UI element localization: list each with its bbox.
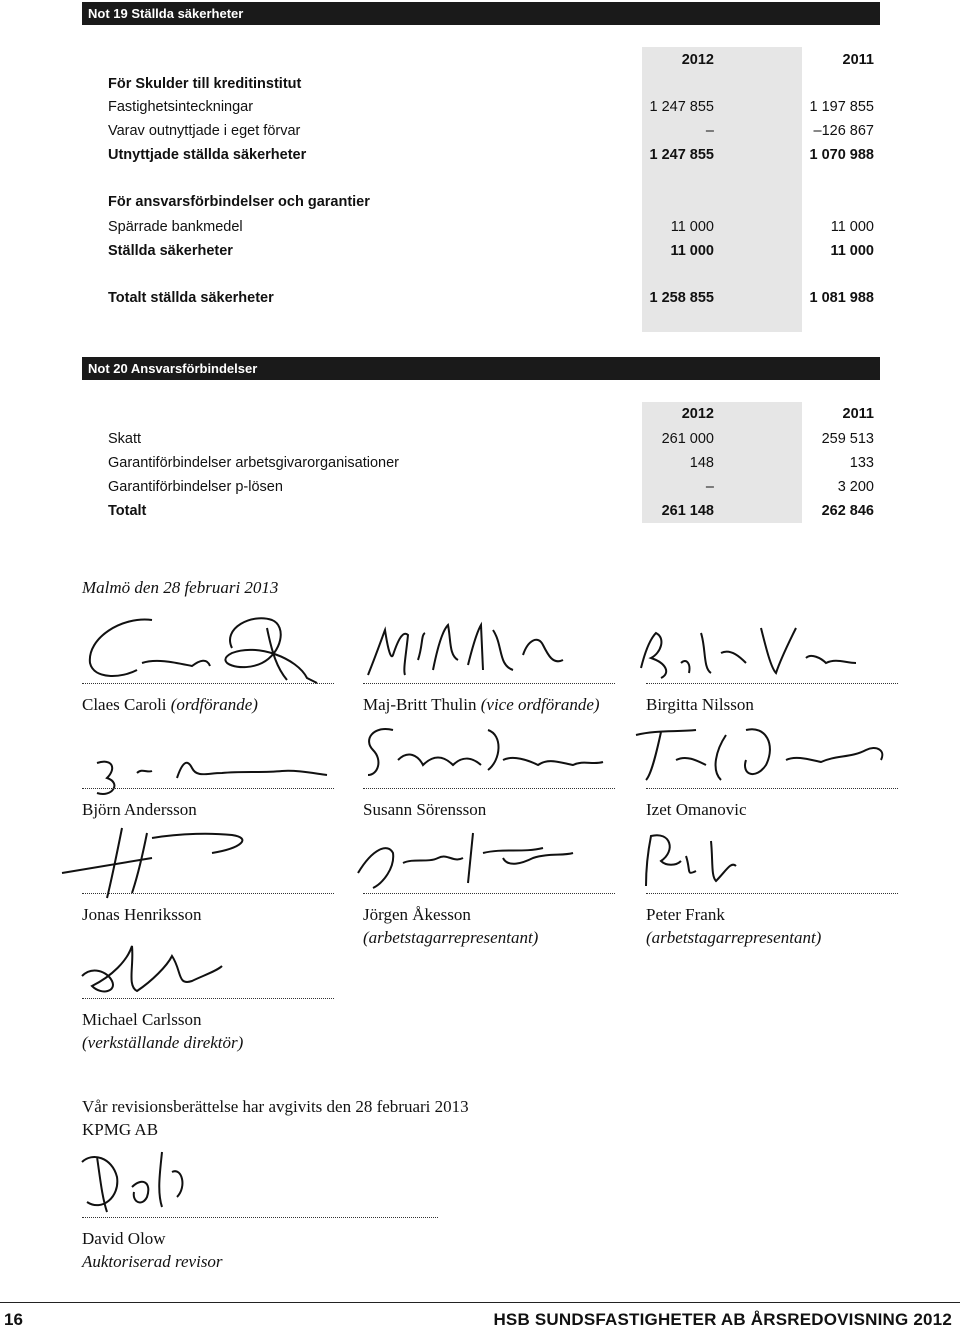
signature-icon — [82, 608, 342, 688]
signature-icon — [631, 618, 891, 688]
signatory-name: Jörgen Åkesson — [363, 905, 471, 924]
section-title: För ansvarsförbindelser och garantier — [108, 194, 370, 210]
table-row: Spärrade bankmedel 11 000 11 000 — [108, 219, 874, 235]
signatory-name: Jonas Henriksson — [82, 905, 202, 924]
table-row: Skatt 261 000 259 513 — [108, 431, 874, 447]
signatory-name: Maj-Britt Thulin (vice ordförande) — [363, 695, 600, 714]
signatory-role: (arbetstagarrepresentant) — [363, 928, 539, 947]
note-19-table — [82, 25, 880, 310]
year-2012: 2012 — [681, 52, 714, 68]
year-header-row: 2012 2011 — [681, 406, 874, 422]
signature-icon — [641, 831, 901, 901]
table-row: Fastighetsinteckningar 1 247 855 1 197 855 — [108, 99, 874, 115]
signatory-role: (arbetstagarrepresentant) — [646, 928, 822, 947]
signature-icon — [363, 720, 623, 790]
audit-statement: Vår revisionsberättelse har avgivits den 28 februari 2013 — [82, 1097, 469, 1116]
signatory-name: Susann Sörensson — [363, 800, 487, 819]
signature-icon — [72, 936, 272, 1006]
page-number: 16 — [4, 1310, 23, 1329]
auditor-name: David Olow — [82, 1229, 166, 1248]
year-header-row — [82, 49, 880, 71]
place-date: Malmö den 28 februari 2013 — [82, 578, 279, 597]
note-20-title: Not 20 Ansvarsförbindelser — [88, 361, 258, 376]
table-row: Garantiförbindelser p-lösen – 3 200 — [108, 479, 874, 495]
audit-firm: KPMG AB — [82, 1120, 159, 1139]
auditor-role: Auktoriserad revisor — [82, 1252, 223, 1271]
signatory-name: Izet Omanovic — [646, 800, 747, 819]
table-row-total: Totalt ställda säkerheter 1 258 855 1 081 988 — [108, 290, 874, 306]
note-20-header — [82, 357, 880, 380]
year-2011: 2011 — [842, 52, 874, 68]
signature-icon — [353, 828, 613, 903]
table-row-total: Totalt 261 148 262 846 — [108, 503, 874, 519]
table-row-subtotal: Utnyttjade ställda säkerheter 1 247 855 1 070 988 — [108, 147, 874, 163]
signatory-name: Claes Caroli (ordförande) — [82, 695, 258, 714]
signatory-name: Birgitta Nilsson — [646, 695, 754, 714]
signature-icon — [72, 1142, 272, 1222]
signature-icon — [52, 823, 312, 903]
signatory-name: Michael Carlsson — [82, 1010, 202, 1029]
table-row-subtotal: Ställda säkerheter 11 000 11 000 — [108, 243, 874, 259]
signatory-name: Björn Andersson — [82, 800, 197, 819]
note-19-title: Not 19 Ställda säkerheter — [88, 6, 244, 21]
section-title: För Skulder till kreditinstitut — [108, 76, 302, 92]
note-20-table — [82, 380, 880, 525]
footer-title: HSB SUNDSFASTIGHETER AB ÅRSREDOVISNING 2012 — [493, 1310, 952, 1329]
signatory-name: Peter Frank — [646, 905, 725, 924]
table-row: Garantiförbindelser arbetsgivarorganisationer 148 133 — [108, 455, 874, 471]
note-19-header — [82, 2, 880, 25]
signature-icon — [363, 615, 623, 685]
signature-icon — [82, 743, 342, 803]
signatory-role: (verkställande direktör) — [82, 1033, 244, 1052]
table-row: Varav outnyttjade i eget förvar – –126 867 — [108, 123, 874, 139]
footer-divider — [0, 1302, 960, 1303]
